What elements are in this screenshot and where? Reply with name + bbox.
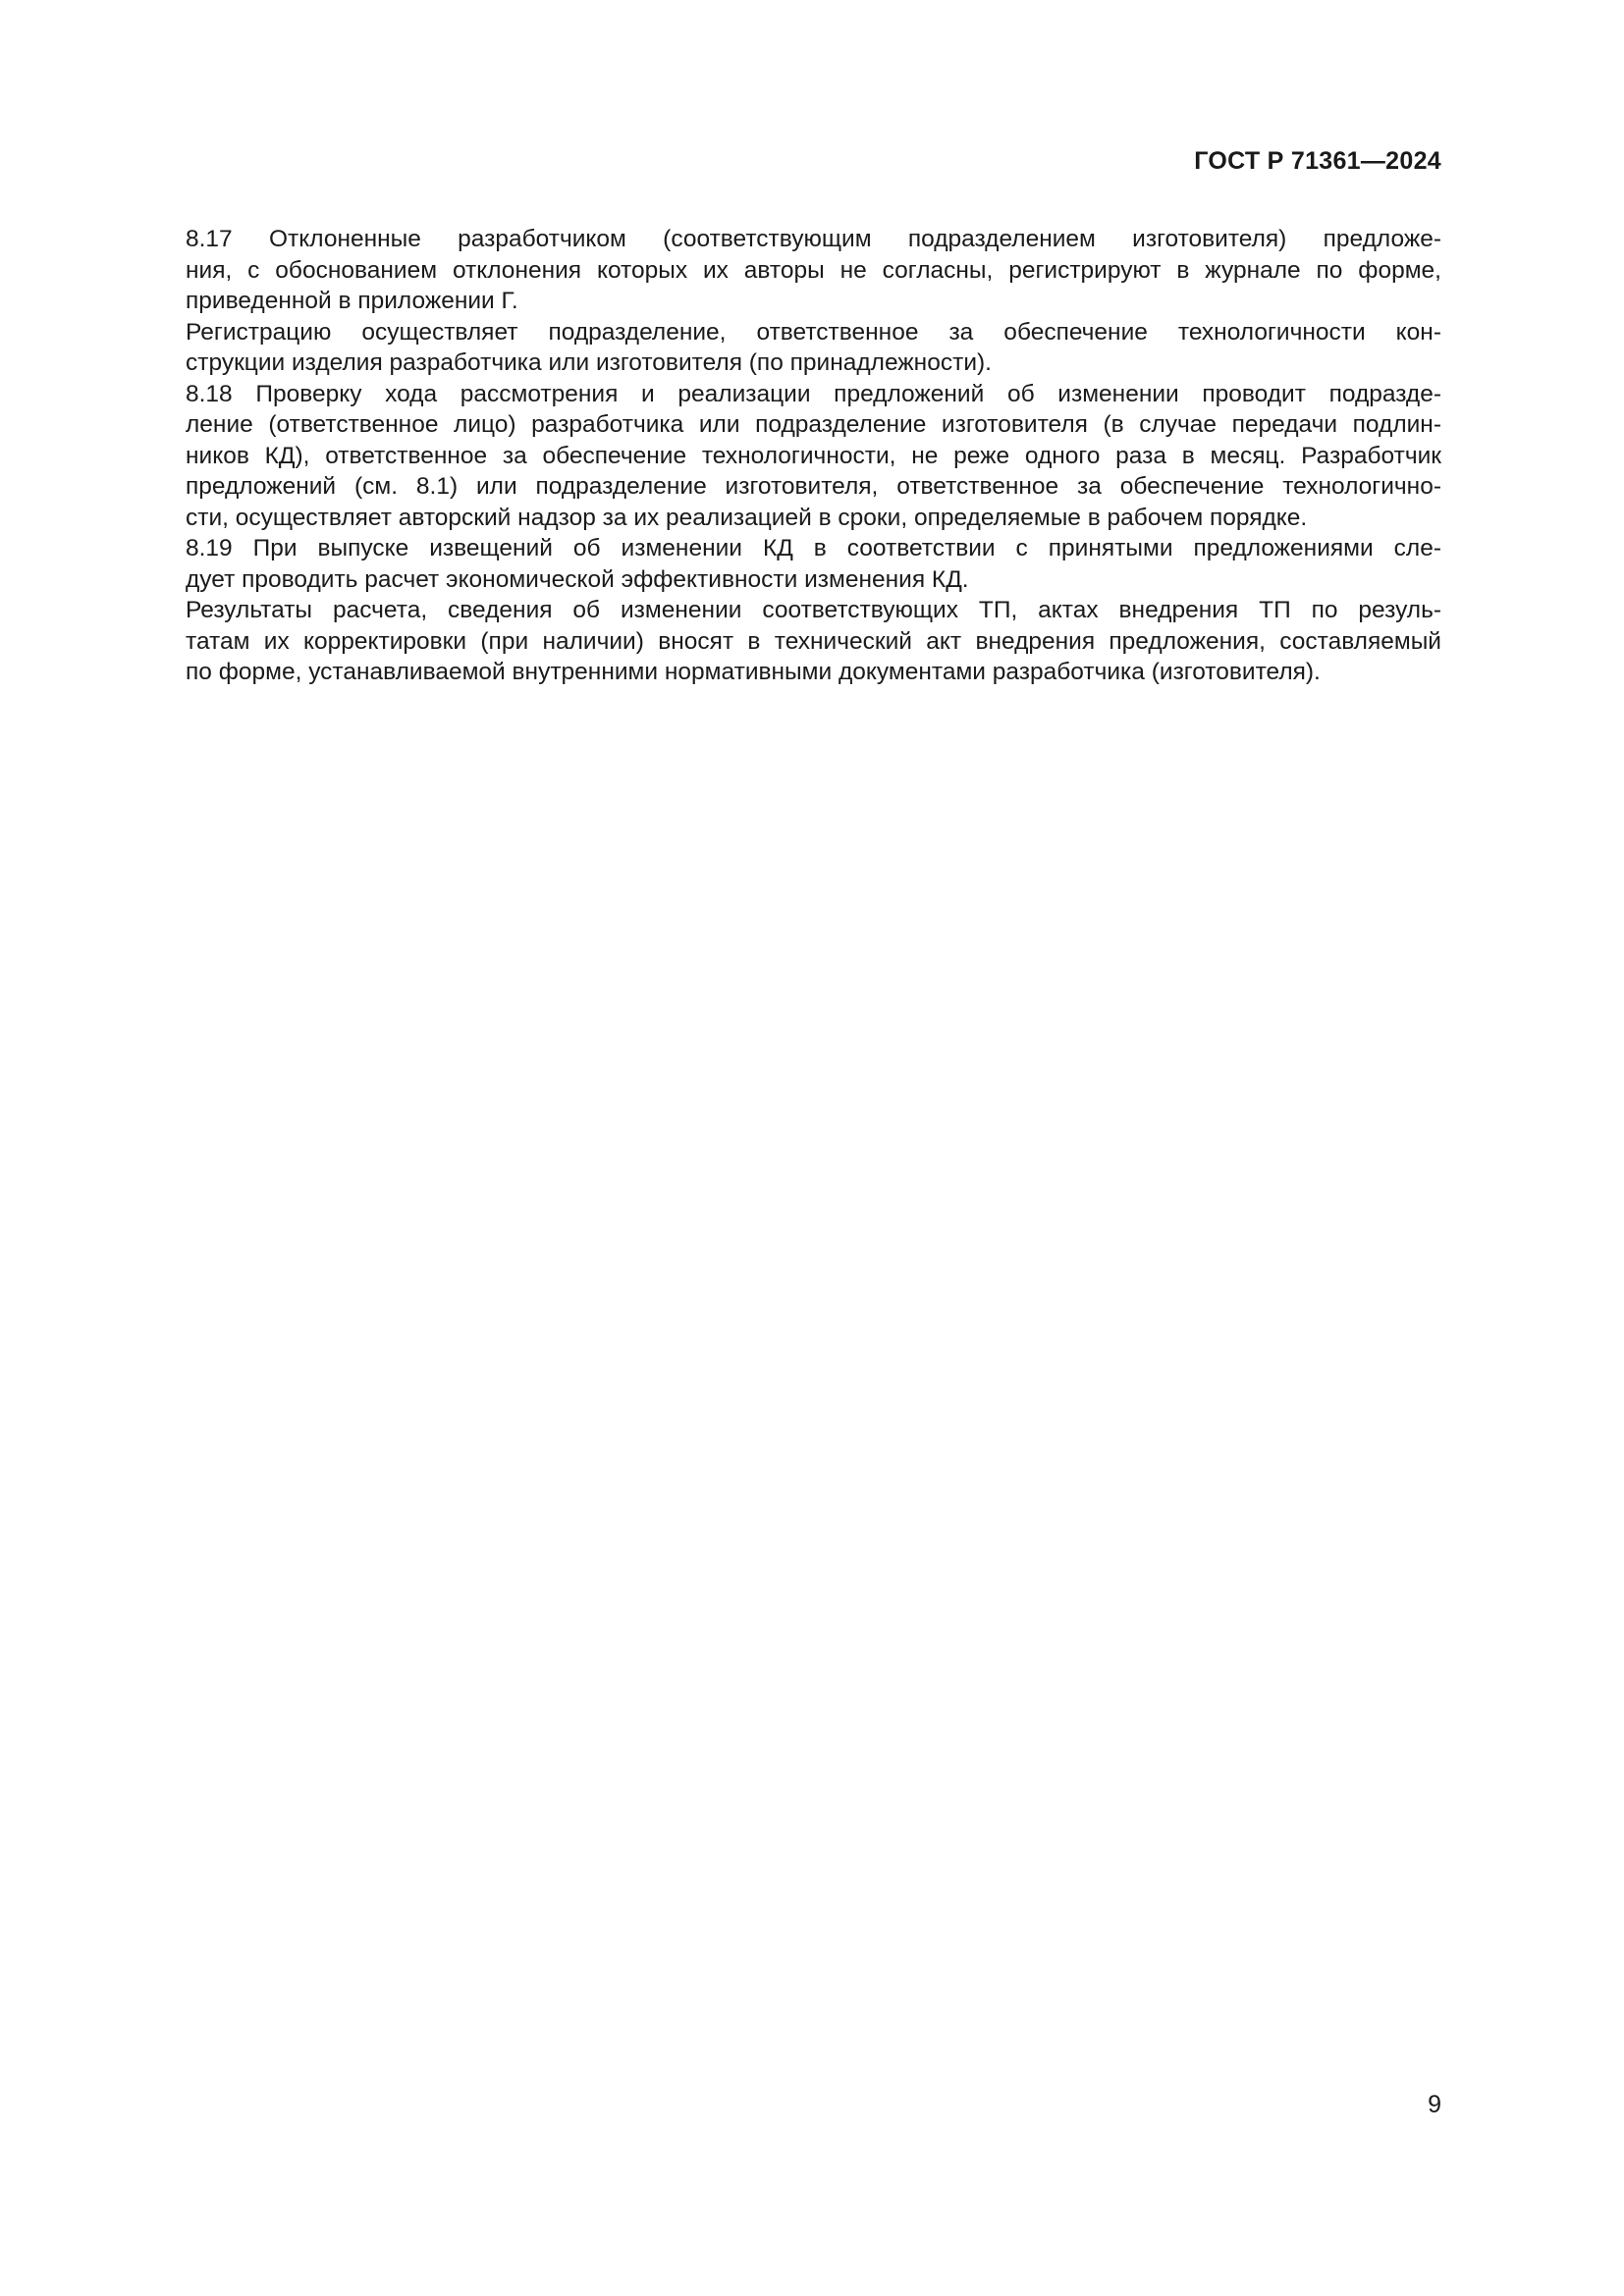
page-number: 9	[1428, 2091, 1441, 2118]
document-body	[121, 224, 1441, 688]
document-header-id: ГОСТ Р 71361—2024	[1194, 147, 1441, 175]
text-line: татам их корректировки (при наличии) вносят в технический акт внедрения предложения, составляемый	[186, 627, 1441, 655]
paragraph-results	[121, 595, 1441, 688]
paragraph-8-19	[121, 533, 1441, 595]
text-line: 8.19 При выпуске извещений об изменении КД в соответствии с принятыми предложениями сле-	[186, 535, 1441, 561]
text-line: Результаты расчета, сведения об изменении соответствующих ТП, актах внедрения ТП по резуль-	[186, 597, 1441, 623]
text-line: 8.18 Проверку хода рассмотрения и реализации предложений об изменении проводит подразде-	[186, 380, 1441, 407]
text-line: сти, осуществляет авторский надзор за их реализацией в сроки, определяемые в рабочем порядке.	[186, 504, 1308, 531]
text-line: ление (ответственное лицо) разработчика или подразделение изготовителя (в случае передачи подлин-	[186, 411, 1441, 438]
text-line: приведенной в приложении Г.	[186, 288, 518, 314]
paragraph-8-18	[121, 379, 1441, 534]
text-line: ников КД), ответственное за обеспечение технологичности, не реже одного раза в месяц. Разработчик	[186, 442, 1441, 469]
text-line: 8.17 Отклоненные разработчиком (соответствующим подразделением изготовителя) предложе-	[186, 226, 1441, 252]
paragraph-8-17	[121, 224, 1441, 317]
text-line: струкции изделия разработчика или изготовителя (по принадлежности).	[186, 349, 992, 376]
text-line: по форме, устанавливаемой внутренними нормативными документами разработчика (изготовителя).	[186, 659, 1321, 685]
text-line: дует проводить расчет экономической эффективности изменения КД.	[186, 565, 969, 593]
text-line: предложений (см. 8.1) или подразделение изготовителя, ответственное за обеспечение технологично-	[186, 473, 1441, 500]
text-line: ния, с обоснованием отклонения которых их авторы не согласны, регистрируют в журнале по форме,	[186, 256, 1441, 284]
text-line: Регистрацию осуществляет подразделение, ответственное за обеспечение технологичности кон-	[186, 318, 1441, 346]
paragraph-registration	[121, 317, 1441, 379]
